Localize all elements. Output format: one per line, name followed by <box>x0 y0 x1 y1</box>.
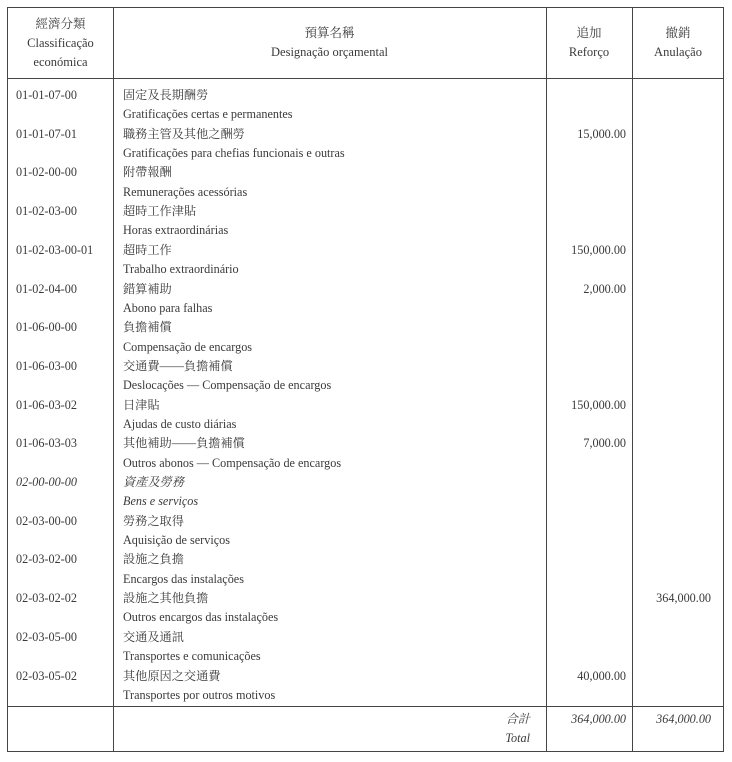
row-code: 01-06-03-03 <box>16 436 77 451</box>
row-code: 01-02-00-00 <box>16 165 77 180</box>
table-row <box>8 454 723 473</box>
row-designation: Remunerações acessórias <box>123 184 248 199</box>
row-anulacao: 364,000.00 <box>656 591 711 606</box>
row-designation: Outros encargos das instalações <box>123 610 279 625</box>
row-designation: 其他原因之交通費 <box>123 668 221 683</box>
row-designation: Gratificações certas e permanentes <box>123 107 293 122</box>
table-row <box>8 163 723 182</box>
row-designation: Compensação de encargos <box>123 339 253 354</box>
header-classification-pt: Classificação <box>27 35 94 50</box>
row-designation: Transportes por outros motivos <box>123 687 276 702</box>
header-anulacao-pt: Anulação <box>654 45 702 59</box>
row-designation: Aquisição de serviços <box>123 533 230 548</box>
row-designation: 設施之其他負擔 <box>123 591 209 606</box>
header-reforco-pt: Reforço <box>568 45 610 59</box>
row-designation: 負擔補償 <box>123 320 172 335</box>
budget-table <box>7 7 724 752</box>
total-anulacao: 364,000.00 <box>656 712 711 726</box>
row-designation: 交通及通訊 <box>123 629 184 644</box>
row-designation: Horas extraordinárias <box>123 223 229 238</box>
table-row <box>8 183 723 202</box>
header-reforco-zh: 追加 <box>576 26 602 40</box>
table-row <box>8 221 723 240</box>
row-designation: 日津貼 <box>123 397 160 412</box>
header-reforco <box>546 8 632 78</box>
row-code: 01-06-03-00 <box>16 358 77 373</box>
total-divider <box>8 706 723 707</box>
row-code: 01-01-07-01 <box>16 126 77 141</box>
table-row <box>8 531 723 550</box>
row-designation: 勞務之取得 <box>123 513 184 528</box>
row-designation: 錯算補助 <box>123 281 172 296</box>
row-designation: 超時工作津貼 <box>123 204 197 219</box>
table-row <box>8 589 723 608</box>
table-row <box>8 647 723 666</box>
table-row <box>8 396 723 415</box>
row-code: 01-06-00-00 <box>16 320 77 335</box>
table-row <box>8 280 723 299</box>
table-row <box>8 492 723 511</box>
table-row <box>8 202 723 221</box>
table-row <box>8 86 723 105</box>
row-reforco: 15,000.00 <box>577 126 626 141</box>
table-row <box>8 144 723 163</box>
table-row <box>8 434 723 453</box>
header-anulacao <box>632 8 724 78</box>
row-code: 01-02-03-00-01 <box>16 242 94 257</box>
total-label-zh: 合計 <box>505 712 530 726</box>
row-code: 02-00-00-00 <box>16 475 77 489</box>
table-row <box>8 686 723 705</box>
header-classification-zh: 經濟分類 <box>35 16 86 31</box>
table-row <box>8 667 723 686</box>
row-code: 02-03-00-00 <box>16 513 77 528</box>
row-designation: Abono para falhas <box>123 300 213 315</box>
row-reforco: 150,000.00 <box>571 397 626 412</box>
table-row <box>8 357 723 376</box>
row-designation: Trabalho extraordinário <box>123 262 239 277</box>
table-row <box>8 105 723 124</box>
row-code: 02-03-05-02 <box>16 668 77 683</box>
row-designation: Outros abonos — Compensação de encargos <box>123 455 342 470</box>
header-designation-zh: 預算名稱 <box>304 26 355 40</box>
row-code: 02-03-02-00 <box>16 552 77 567</box>
row-designation: 附帶報酬 <box>123 165 172 180</box>
header-classification-pt2: económica <box>33 54 88 69</box>
row-reforco: 150,000.00 <box>571 242 626 257</box>
row-designation: Gratificações para chefias funcionais e outras <box>123 146 345 161</box>
row-code: 01-06-03-02 <box>16 397 77 412</box>
header-classification <box>8 8 113 78</box>
row-code: 02-03-02-02 <box>16 591 77 606</box>
row-designation: 其他補助——負擔補償 <box>123 436 245 451</box>
table-row <box>8 473 723 492</box>
row-designation: 超時工作 <box>123 242 172 257</box>
row-reforco: 2,000.00 <box>583 281 626 296</box>
table-row <box>8 299 723 318</box>
header-designation-pt: Designação orçamental <box>271 45 388 59</box>
table-row <box>8 608 723 627</box>
table-row <box>8 125 723 144</box>
row-code: 01-02-03-00 <box>16 204 77 219</box>
total-label-pt: Total <box>505 731 530 745</box>
row-code: 01-01-07-00 <box>16 88 77 102</box>
row-designation: 職務主管及其他之酬勞 <box>123 126 245 141</box>
table-row <box>8 415 723 434</box>
row-code: 02-03-05-00 <box>16 629 77 644</box>
table-row <box>8 376 723 395</box>
row-designation: 資產及勞務 <box>123 475 184 489</box>
table-row <box>8 512 723 531</box>
row-designation: Bens e serviços <box>123 494 199 509</box>
table-row <box>8 241 723 260</box>
table-row <box>8 338 723 357</box>
row-designation: 固定及長期酬勞 <box>123 88 209 102</box>
header-divider <box>8 78 723 79</box>
row-designation: Encargos das instalações <box>123 571 244 586</box>
table-row <box>8 318 723 337</box>
header-designation <box>113 8 546 78</box>
row-designation: Ajudas de custo diárias <box>123 416 237 431</box>
row-designation: 交通費——負擔補償 <box>123 358 233 373</box>
table-row <box>8 260 723 279</box>
table-row <box>8 550 723 569</box>
table-row <box>8 570 723 589</box>
row-reforco: 40,000.00 <box>577 668 626 683</box>
total-reforco: 364,000.00 <box>571 712 626 726</box>
row-reforco: 7,000.00 <box>583 436 626 451</box>
row-designation: Deslocações — Compensação de encargos <box>123 378 332 393</box>
row-designation: 設施之負擔 <box>123 552 184 567</box>
row-designation: Transportes e comunicações <box>123 649 261 664</box>
header-anulacao-zh: 撤銷 <box>665 26 691 40</box>
row-code: 01-02-04-00 <box>16 281 77 296</box>
table-row <box>8 628 723 647</box>
